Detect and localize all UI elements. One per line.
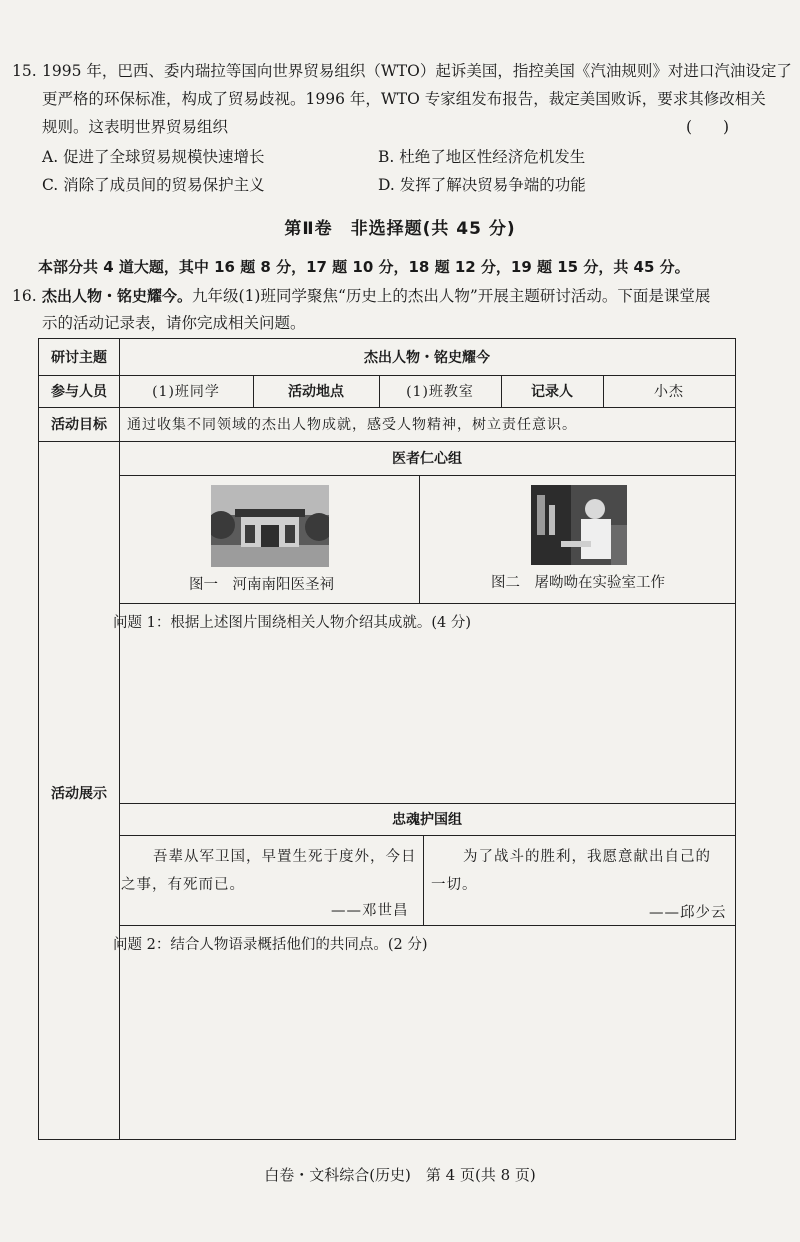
section-2-title: 第Ⅱ卷 非选择题(共 45 分) [284,219,516,239]
group-1-title: 医者仁心组 [392,451,462,467]
figure-2-caption: 图二 屠呦呦在实验室工作 [491,575,665,591]
activity-record-table [38,338,736,1140]
goal-value: 通过收集不同领域的杰出人物成就，感受人物精神，树立责任意识。 [127,417,577,433]
group-2-title: 忠魂护国组 [392,812,462,828]
location-label: 活动地点 [288,384,344,400]
option-d: D. 发挥了解决贸易争端的功能 [378,176,586,194]
page-footer: 白卷・文科综合(历史) 第 4 页(共 8 页) [264,1166,536,1184]
question-15-line-3: 规则。这表明世界贸易组织 [42,118,229,136]
activity-show-label: 活动展示 [51,786,107,802]
option-a: A. 促进了全球贸易规模快速增长 [42,148,265,166]
location-value: (1)班教室 [406,384,474,400]
question-2-prompt: 问题 2：结合人物语录概括他们的共同点。(2 分) [113,937,428,953]
question-15-line-1: 1995 年，巴西、委内瑞拉等国向世界贸易组织（WTO）起诉美国，指控美国《汽油规则》对进口汽油设定了 [42,62,792,80]
quote-1-line-2: 之事，有死而已。 [121,877,245,893]
quote-2-author: ——邱少云 [649,905,727,921]
question-16-line-1-text: 九年级(1)班同学聚焦“历史上的杰出人物”开展主题研讨活动。下面是课堂展 [192,287,711,305]
section-2-intro: 本部分共 4 道大题，其中 16 题 8 分，17 题 10 分，18 题 12 分，19 题 15 分，共 45 分。 [38,258,690,276]
question-15-line-2: 更严格的环保标准，构成了贸易歧视。1996 年，WTO 专家组发布报告，裁定美国败诉，要求其修改相关 [42,90,766,108]
question-16-line-2: 示的活动记录表，请你完成相关问题。 [42,314,306,332]
participants-value: (1)班同学 [152,384,220,400]
topic-value: 杰出人物・铭史耀今 [364,350,490,366]
participants-label: 参与人员 [51,384,107,400]
tu-youyou-lab-photo [531,485,627,565]
question-16-heading: 杰出人物・铭史耀今。 [42,287,193,305]
quote-1-author: ——邓世昌 [331,903,409,919]
question-16-line-1 [42,285,710,307]
answer-blank: ( ) [686,118,730,136]
quote-2-line-2: 一切。 [431,877,478,893]
question-15-number: 15. [12,62,37,80]
figure-1-caption: 图一 河南南阳医圣祠 [189,577,334,593]
yisheng-temple-photo [211,485,329,567]
recorder-label: 记录人 [531,384,573,400]
question-1-prompt: 问题 1：根据上述图片围绕相关人物介绍其成就。(4 分) [113,615,471,631]
goal-label: 活动目标 [51,417,107,433]
option-b: B. 杜绝了地区性经济危机发生 [378,148,586,166]
quote-1-line-1: 吾辈从军卫国，早置生死于度外，今日 [153,849,417,865]
question-16-number: 16. [12,287,37,305]
topic-label: 研讨主题 [51,350,107,366]
option-c: C. 消除了成员间的贸易保护主义 [42,176,265,194]
recorder-value: 小杰 [654,384,684,400]
quote-2-line-1: 为了战斗的胜利，我愿意献出自己的 [463,849,711,865]
